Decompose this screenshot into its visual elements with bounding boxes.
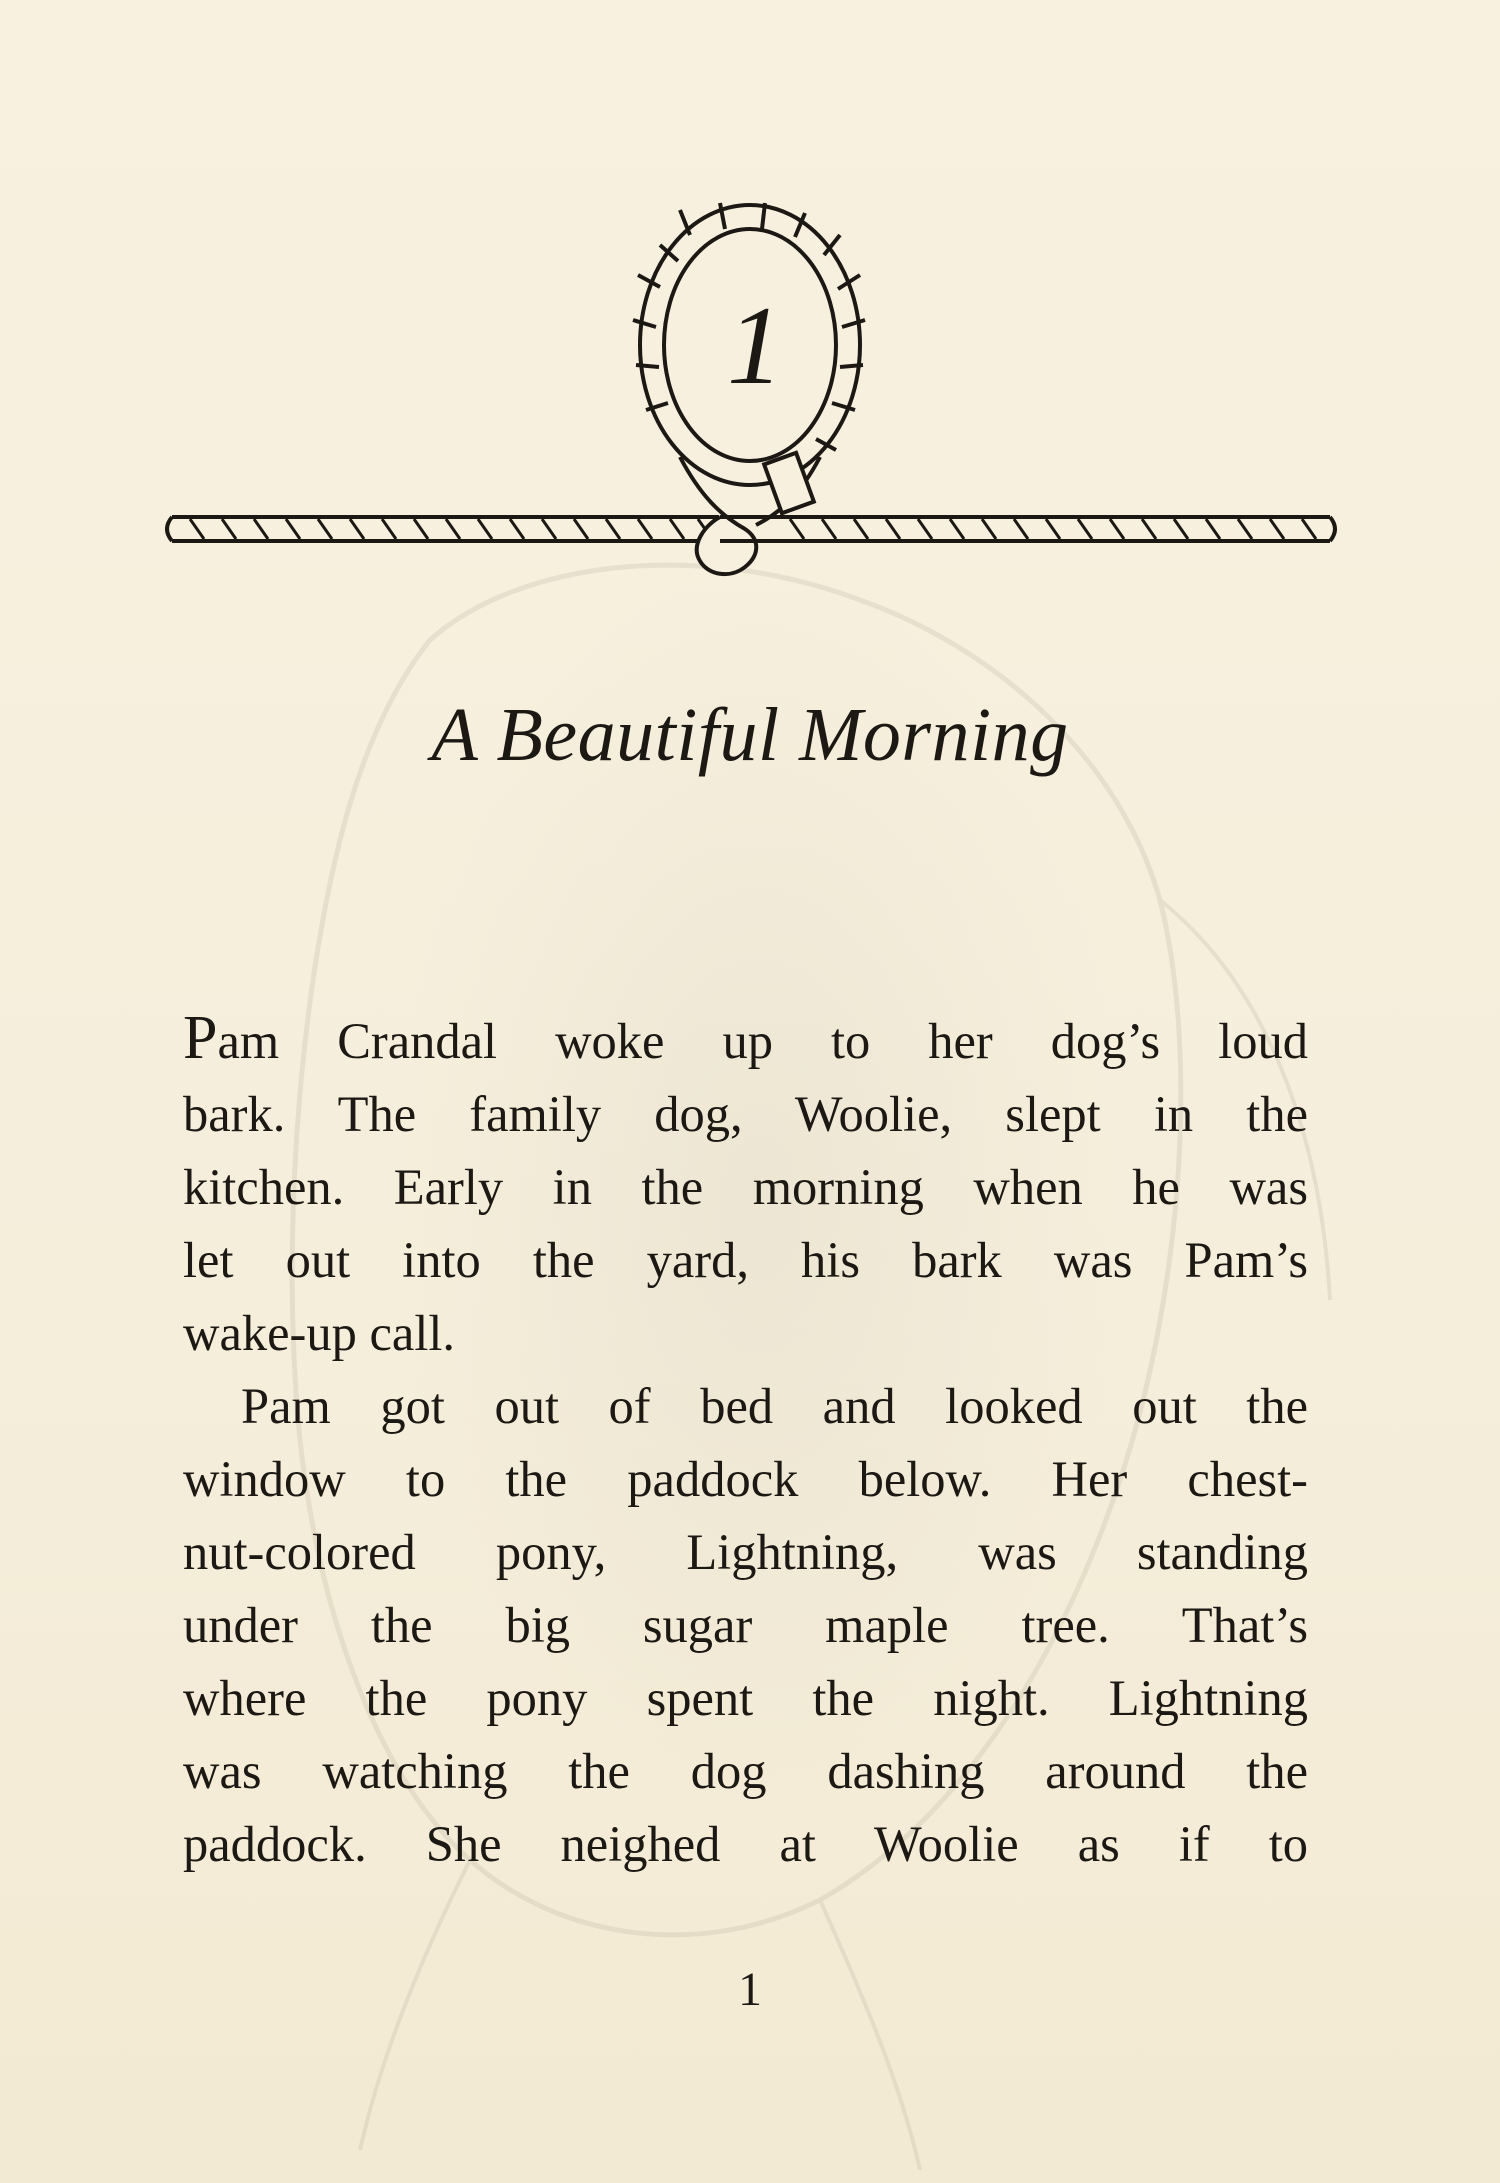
text-line-rest: am Crandal woke up to her dog’s loud [217,1013,1308,1069]
text-line: nut-colored pony, Lightning, was standing [183,1524,1308,1580]
text-line: wake-up call. [183,1305,456,1361]
text-line: window to the paddock below. Her chest- [183,1451,1308,1507]
chapter-body [183,1002,1308,1881]
text-line: let out into the yard, his bark was Pam’s [183,1232,1308,1288]
paragraph-1 [183,1002,1308,1370]
text-line [183,1002,1308,1078]
text-line: where the pony spent the night. Lightning [183,1670,1308,1726]
drop-letter: P [183,1004,218,1072]
chapter-title: A Beautiful Morning [431,693,1069,777]
text-line: bark. The family dog, Woolie, slept in the [183,1086,1308,1142]
text-line: was watching the dog dashing around the [183,1743,1308,1799]
text-line: Pam got out of bed and looked out the [241,1378,1308,1434]
paragraph-2 [183,1370,1308,1881]
chapter-number: 1 [727,284,783,408]
page-number: 1 [738,1963,762,2016]
text-line: under the big sugar maple tree. That’s [183,1597,1308,1653]
text-line: paddock. She neighed at Woolie as if to [183,1816,1308,1872]
text-line: kitchen. Early in the morning when he was [183,1159,1308,1215]
